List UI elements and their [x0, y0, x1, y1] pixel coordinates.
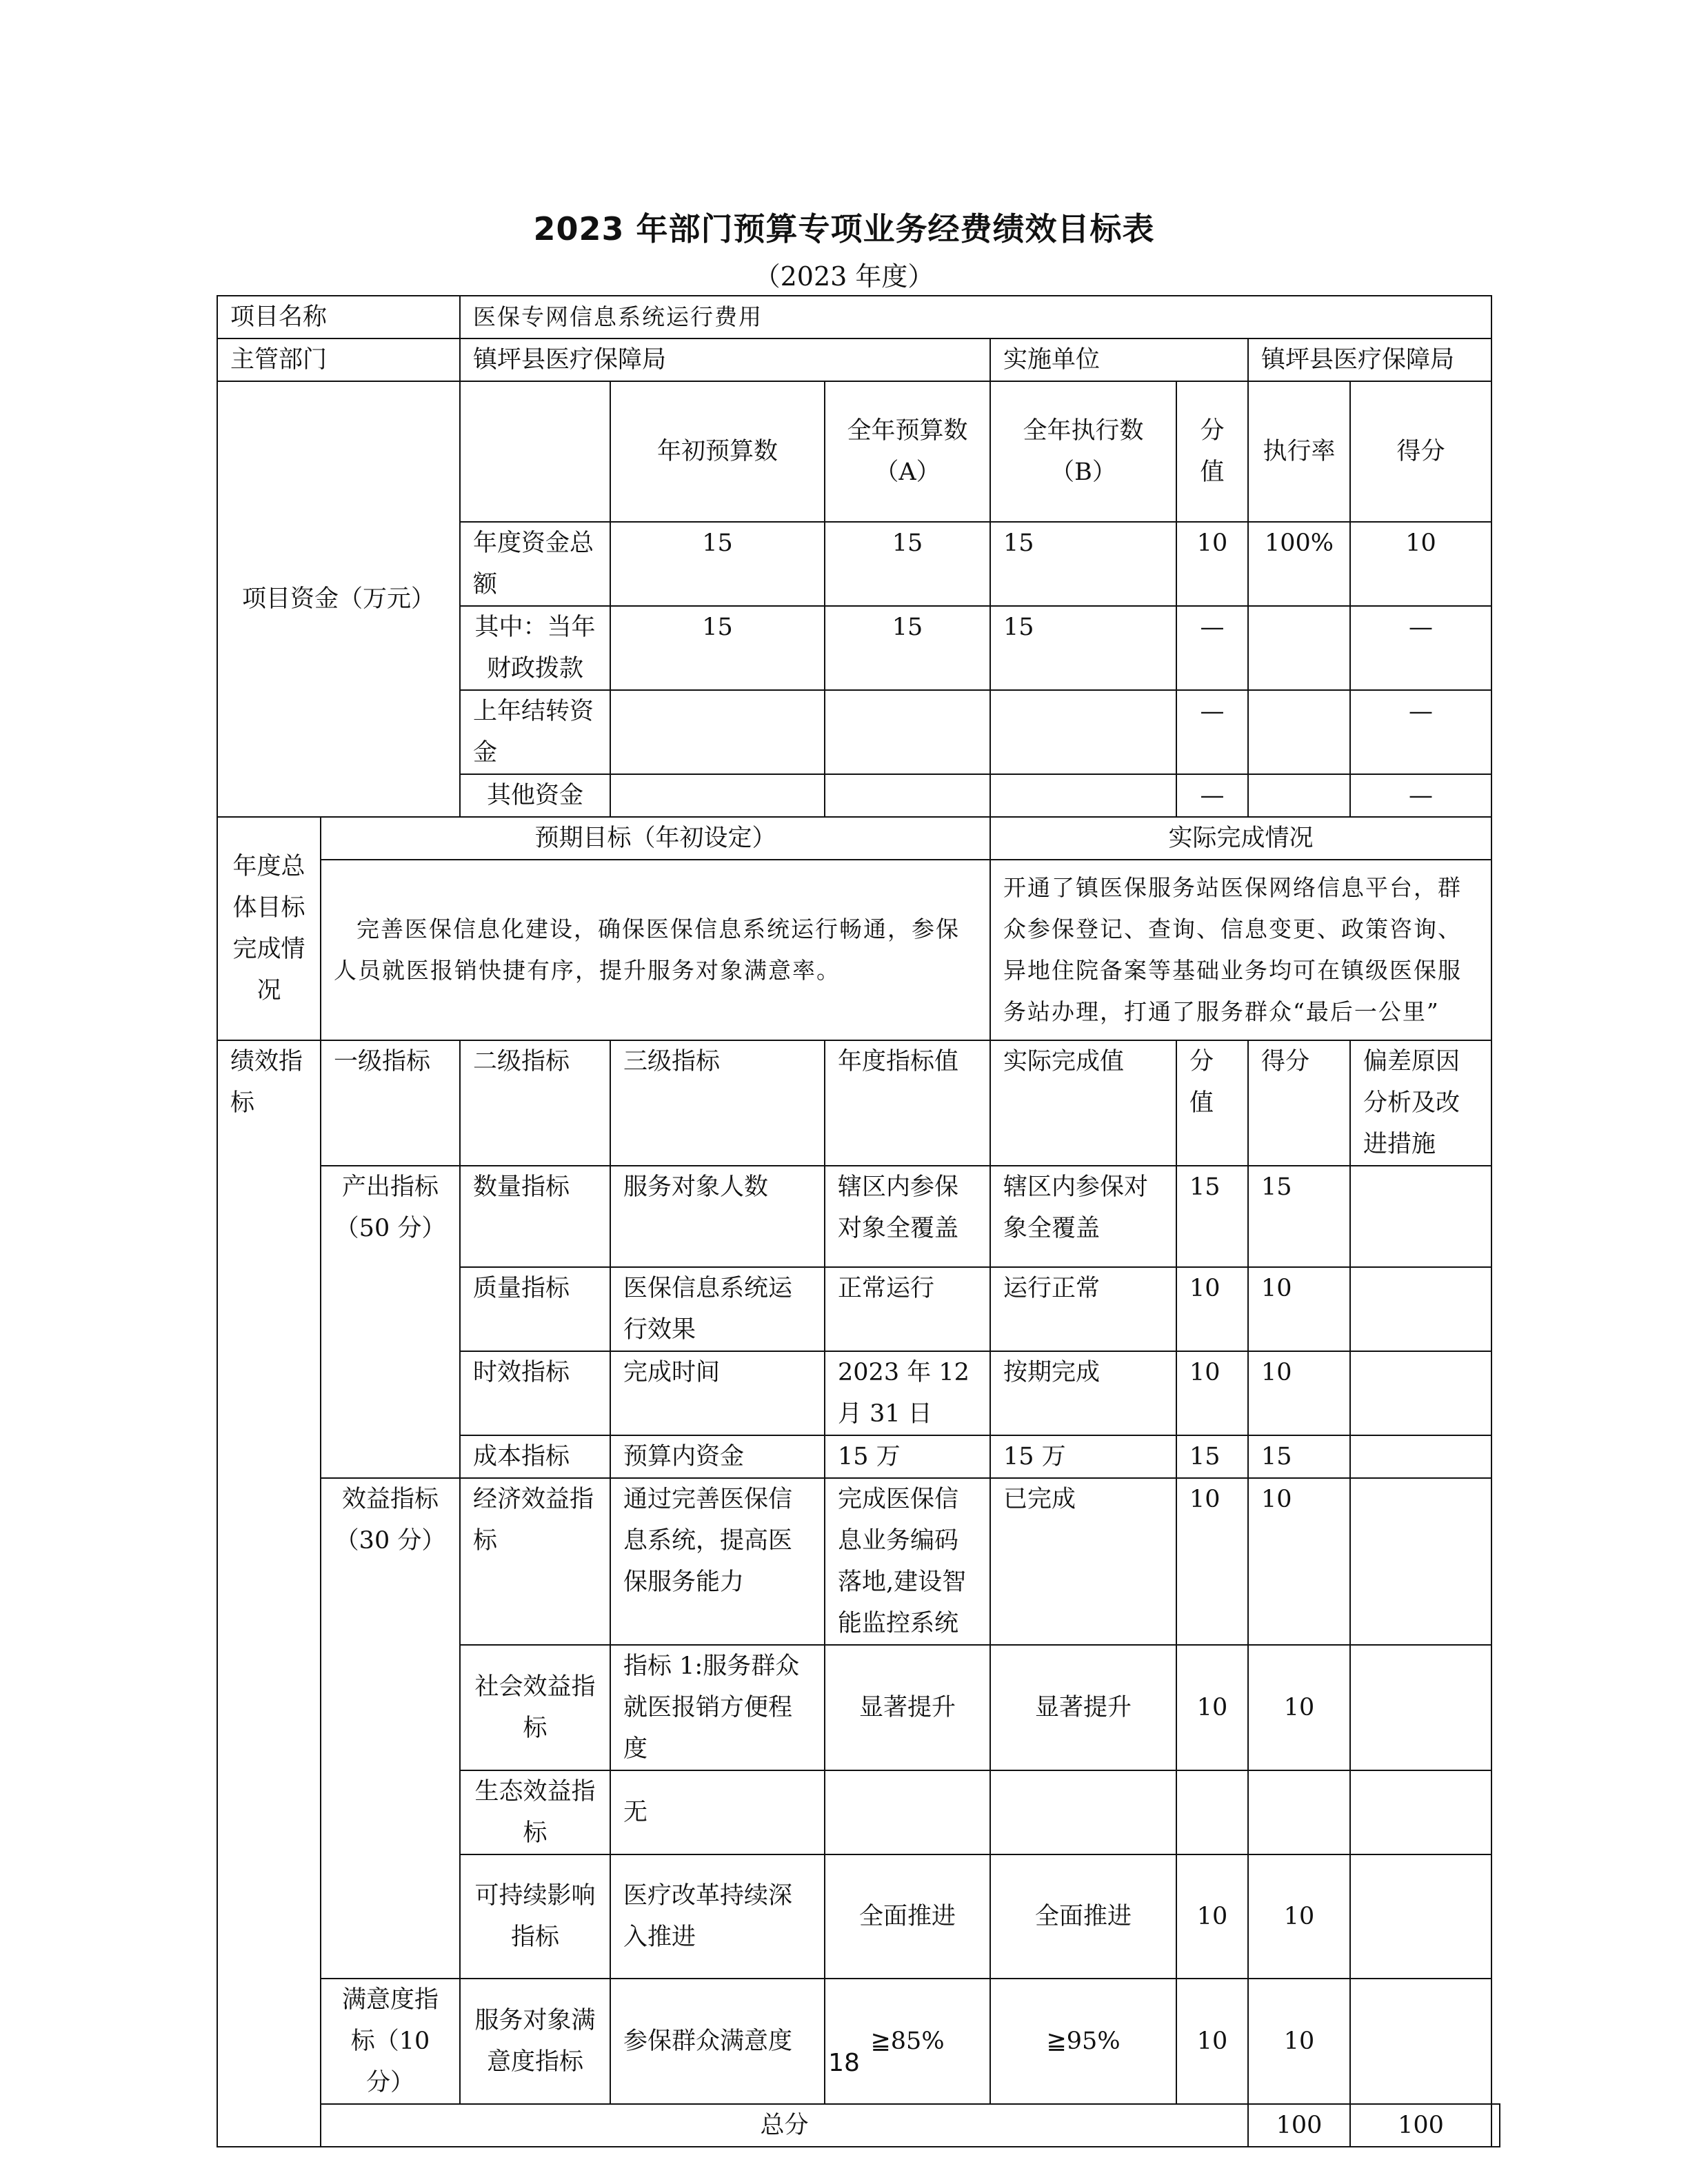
- perf-l2: 可持续影响指标: [460, 1854, 610, 1979]
- funds-row-name: 其中：当年财政拨款: [460, 606, 610, 690]
- page-title: 2023 年部门预算专项业务经费绩效目标表: [533, 210, 1155, 247]
- funds-cell: 10: [1350, 522, 1491, 606]
- perf-group-benefit: 效益指标（30 分）: [321, 1478, 460, 1979]
- funds-cell: [1248, 606, 1350, 690]
- funds-header-exec: 全年执行数（B）: [990, 381, 1176, 522]
- perf-value: 15: [1176, 1435, 1248, 1478]
- perf-l2: 经济效益指标: [460, 1478, 610, 1645]
- perf-score: 10: [1248, 1645, 1350, 1770]
- perf-l3: 无: [610, 1770, 825, 1854]
- perf-l3: 医疗改革持续深入推进: [610, 1854, 825, 1979]
- total-note: [1491, 2104, 1500, 2147]
- perf-l3: 通过完善医保信息系统，提高医保服务能力: [610, 1478, 825, 1645]
- perf-l3: 服务对象人数: [610, 1166, 825, 1267]
- perf-target: 15 万: [825, 1435, 990, 1478]
- perf-note: [1350, 1770, 1491, 1854]
- perf-score: 10: [1248, 1854, 1350, 1979]
- perf-header-row: [217, 1040, 1500, 1166]
- perf-actual: ≧95%: [990, 1979, 1176, 2104]
- perf-actual: 全面推进: [990, 1854, 1176, 1979]
- funds-header-rate: 执行率: [1248, 381, 1350, 522]
- funds-row-name: 年度资金总额: [460, 522, 610, 606]
- dept-label: 主管部门: [217, 338, 460, 381]
- perf-row: [217, 1478, 1500, 1645]
- funds-header-blank: [460, 381, 610, 522]
- perf-target: [825, 1770, 990, 1854]
- perf-header: 一级指标: [321, 1040, 460, 1166]
- funds-header-row: [217, 381, 1500, 522]
- total-value: 100: [1248, 2104, 1350, 2147]
- perf-l2: 生态效益指标: [460, 1770, 610, 1854]
- perf-score: 15: [1248, 1435, 1350, 1478]
- perf-l3: 完成时间: [610, 1351, 825, 1435]
- perf-group-satisfaction: 满意度指标（10 分）: [321, 1979, 460, 2104]
- perf-score: 10: [1248, 1979, 1350, 2104]
- perf-target: ≧85%: [825, 1979, 990, 2104]
- funds-cell: [610, 690, 825, 774]
- funds-cell: 15: [825, 522, 990, 606]
- perf-l2: 数量指标: [460, 1166, 610, 1267]
- goal-header-row: [217, 817, 1500, 860]
- perf-value: [1176, 1770, 1248, 1854]
- perf-actual: [990, 1770, 1176, 1854]
- perf-target: 正常运行: [825, 1267, 990, 1351]
- funds-cell: —: [1176, 774, 1248, 817]
- perf-value: 10: [1176, 1854, 1248, 1979]
- funds-cell: —: [1176, 606, 1248, 690]
- funds-cell: 10: [1176, 522, 1248, 606]
- perf-l3: 医保信息系统运行效果: [610, 1267, 825, 1351]
- funds-cell: [1248, 774, 1350, 817]
- perf-header: 实际完成值: [990, 1040, 1176, 1166]
- funds-cell: 15: [990, 606, 1176, 690]
- perf-actual: 显著提升: [990, 1645, 1176, 1770]
- page-subtitle: （2023 年度）: [754, 261, 934, 292]
- perf-header: 二级指标: [460, 1040, 610, 1166]
- page-number: 18: [828, 2049, 860, 2077]
- perf-note: [1350, 1478, 1491, 1645]
- perf-l3: 指标 1:服务群众就医报销方便程度: [610, 1645, 825, 1770]
- perf-actual: 辖区内参保对象全覆盖: [990, 1166, 1176, 1267]
- funds-header-score: 得分: [1350, 381, 1491, 522]
- funds-header-annual: 全年预算数（A）: [825, 381, 990, 522]
- perf-group-output: 产出指标（50 分）: [321, 1166, 460, 1478]
- total-label: 总分: [321, 2104, 1248, 2147]
- perf-l3: 参保群众满意度: [610, 1979, 825, 2104]
- project-name-row: [217, 296, 1500, 338]
- funds-cell: [610, 774, 825, 817]
- perf-note: [1350, 1979, 1491, 2104]
- funds-cell: —: [1350, 606, 1491, 690]
- total-score: 100: [1350, 2104, 1491, 2147]
- perf-l2: 服务对象满意度指标: [460, 1979, 610, 2104]
- perf-actual: 运行正常: [990, 1267, 1176, 1351]
- perf-label: 绩效指标: [217, 1040, 321, 2147]
- perf-value: 10: [1176, 1478, 1248, 1645]
- funds-label: 项目资金（万元）: [217, 381, 460, 817]
- perf-score: [1248, 1770, 1350, 1854]
- perf-value: 10: [1176, 1267, 1248, 1351]
- funds-cell: —: [1350, 774, 1491, 817]
- goal-expected-text: 完善医保信息化建设，确保医保信息系统运行畅通，参保人员就医报销快捷有序，提升服务对象满意率。: [321, 860, 990, 1040]
- funds-header-initial: 年初预算数: [610, 381, 825, 522]
- perf-row: [217, 1979, 1500, 2104]
- perf-note: [1350, 1267, 1491, 1351]
- perf-note: [1350, 1854, 1491, 1979]
- performance-target-table: [217, 295, 1500, 2147]
- department-row: [217, 338, 1500, 381]
- perf-note: [1350, 1351, 1491, 1435]
- funds-row-name: 其他资金: [460, 774, 610, 817]
- perf-value: 10: [1176, 1351, 1248, 1435]
- perf-note: [1350, 1645, 1491, 1770]
- perf-target: 显著提升: [825, 1645, 990, 1770]
- funds-cell: 15: [610, 606, 825, 690]
- funds-cell: [825, 690, 990, 774]
- perf-target: 2023 年 12 月 31 日: [825, 1351, 990, 1435]
- perf-l2: 时效指标: [460, 1351, 610, 1435]
- perf-actual: 已完成: [990, 1478, 1176, 1645]
- funds-row-name: 上年结转资金: [460, 690, 610, 774]
- funds-cell: 15: [990, 522, 1176, 606]
- funds-cell: [990, 774, 1176, 817]
- perf-note: [1350, 1166, 1491, 1267]
- goal-actual-text: 开通了镇医保服务站医保网络信息平台，群众参保登记、查询、信息变更、政策咨询、异地住院备案等基础业务均可在镇级医保服务站办理，打通了服务群众“最后一公里”: [990, 860, 1491, 1040]
- impl-value: 镇坪县医疗保障局: [1248, 338, 1491, 381]
- perf-target: 辖区内参保对象全覆盖: [825, 1166, 990, 1267]
- perf-header: 年度指标值: [825, 1040, 990, 1166]
- dept-value: 镇坪县医疗保障局: [460, 338, 990, 381]
- perf-score: 10: [1248, 1478, 1350, 1645]
- funds-cell: 15: [825, 606, 990, 690]
- funds-cell: [825, 774, 990, 817]
- funds-header-score-value: 分值: [1176, 381, 1248, 522]
- perf-note: [1350, 1435, 1491, 1478]
- funds-cell: [1248, 690, 1350, 774]
- perf-header: 得分: [1248, 1040, 1350, 1166]
- perf-l2: 社会效益指标: [460, 1645, 610, 1770]
- goal-actual-header: 实际完成情况: [990, 817, 1491, 860]
- project-name-value: 医保专网信息系统运行费用: [460, 296, 1491, 338]
- perf-header: 偏差原因分析及改进措施: [1350, 1040, 1491, 1166]
- perf-value: 15: [1176, 1166, 1248, 1267]
- perf-l2: 成本指标: [460, 1435, 610, 1478]
- goal-label: 年度总体目标完成情况: [217, 817, 321, 1040]
- funds-cell: 15: [610, 522, 825, 606]
- perf-row: [217, 1166, 1500, 1267]
- perf-value: 10: [1176, 1979, 1248, 2104]
- funds-cell: —: [1176, 690, 1248, 774]
- goal-expected-header: 预期目标（年初设定）: [321, 817, 990, 860]
- perf-header: 分值: [1176, 1040, 1248, 1166]
- perf-l3: 预算内资金: [610, 1435, 825, 1478]
- perf-value: 10: [1176, 1645, 1248, 1770]
- perf-score: 10: [1248, 1267, 1350, 1351]
- perf-actual: 15 万: [990, 1435, 1176, 1478]
- impl-label: 实施单位: [990, 338, 1248, 381]
- perf-actual: 按期完成: [990, 1351, 1176, 1435]
- total-row: [217, 2104, 1500, 2147]
- perf-target: 全面推进: [825, 1854, 990, 1979]
- goal-content-row: [217, 860, 1500, 1040]
- funds-cell: 100%: [1248, 522, 1350, 606]
- project-name-label: 项目名称: [217, 296, 460, 338]
- funds-cell: —: [1350, 690, 1491, 774]
- perf-header: 三级指标: [610, 1040, 825, 1166]
- funds-cell: [990, 690, 1176, 774]
- perf-l2: 质量指标: [460, 1267, 610, 1351]
- perf-target: 完成医保信息业务编码落地,建设智能监控系统: [825, 1478, 990, 1645]
- perf-score: 10: [1248, 1351, 1350, 1435]
- perf-score: 15: [1248, 1166, 1350, 1267]
